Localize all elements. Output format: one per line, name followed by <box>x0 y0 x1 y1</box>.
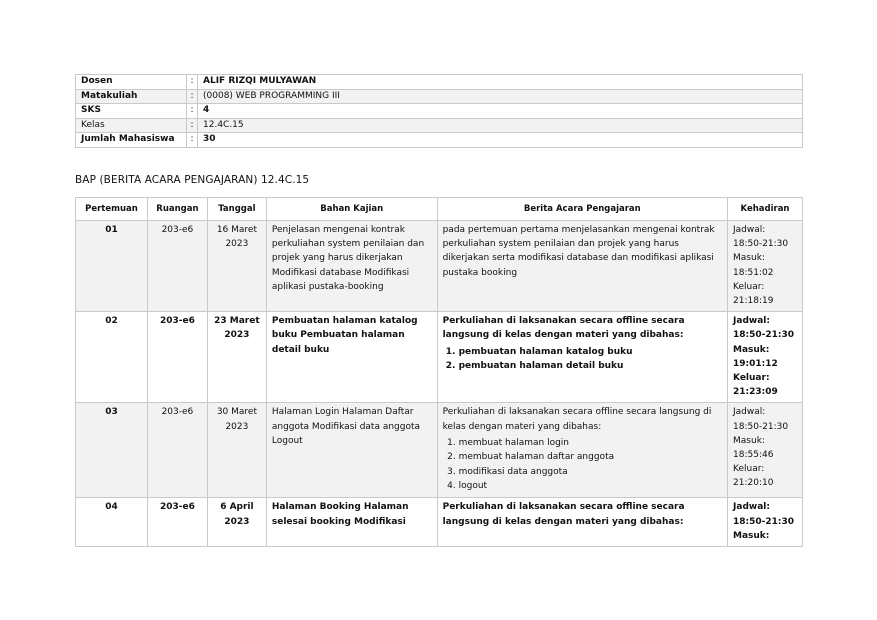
jadwal-label: Jadwal: <box>733 407 766 418</box>
info-label: Kelas <box>76 118 187 133</box>
ruangan-cell: 203-e6 <box>147 403 207 498</box>
pertemuan-cell: 01 <box>76 221 148 312</box>
table-row <box>76 221 803 312</box>
info-row-matakuliah <box>76 89 803 104</box>
jadwal-value: 18:50-21:30 <box>733 239 789 250</box>
pertemuan-cell: 03 <box>76 403 148 498</box>
col-bahan: Bahan Kajian <box>266 198 437 221</box>
info-colon: : <box>187 89 198 104</box>
info-value: 12.4C.15 <box>198 118 803 133</box>
berita-cell <box>437 498 727 547</box>
info-colon: : <box>187 104 198 119</box>
masuk-label: Masuk: <box>733 253 765 264</box>
materi-list <box>443 345 722 374</box>
info-colon: : <box>187 133 198 148</box>
table-row <box>76 403 803 498</box>
tanggal-cell: 16 Maret 2023 <box>207 221 266 312</box>
list-item: 3. modifikasi data anggota <box>459 465 722 480</box>
list-item: 1. pembuatan halaman katalog buku <box>459 345 722 360</box>
berita-cell <box>437 221 727 312</box>
info-row-kelas <box>76 118 803 133</box>
bahan-cell: Halaman Booking Halaman selesai booking Modifikasi <box>266 498 437 547</box>
masuk-label: Masuk: <box>733 530 770 541</box>
jadwal-label: Jadwal: <box>733 225 766 235</box>
masuk-label: Masuk: <box>733 435 765 446</box>
info-value: 4 <box>198 104 803 119</box>
list-item: 2. membuat halaman daftar anggota <box>459 450 722 465</box>
berita-text: Perkuliahan di laksanakan secara offline secara langsung di kelas dengan materi yang dibahas: <box>442 407 712 432</box>
berita-text: Perkuliahan di laksanakan secara offline secara langsung di kelas dengan materi yang dibahas: <box>442 502 685 527</box>
col-berita: Berita Acara Pengajaran <box>437 198 727 221</box>
pertemuan-cell: 04 <box>76 498 148 547</box>
kehadiran-cell <box>728 221 803 312</box>
masuk-value: 19:01:12 <box>733 358 778 369</box>
info-row-sks <box>76 104 803 119</box>
info-value: ALIF RIZQI MULYAWAN <box>198 75 803 90</box>
info-colon: : <box>187 75 198 90</box>
info-label: SKS <box>76 104 187 119</box>
keluar-label: Keluar: <box>733 373 770 384</box>
list-item: 2. pembuatan halaman detail buku <box>459 359 722 374</box>
info-row-jumlah <box>76 133 803 148</box>
bahan-cell: Penjelasan mengenai kontrak perkuliahan system penilaian dan projek yang harus dikerjakan Modifikasi database Modifikasi aplikasi pustaka-booking <box>266 221 437 312</box>
info-colon: : <box>187 118 198 133</box>
masuk-value: 18:51:02 <box>733 267 774 278</box>
pertemuan-cell: 02 <box>76 312 148 403</box>
kehadiran-cell <box>728 403 803 498</box>
col-kehadiran: Kehadiran <box>728 198 803 221</box>
col-pertemuan: Pertemuan <box>76 198 148 221</box>
kehadiran-cell <box>728 498 803 547</box>
info-label: Matakuliah <box>76 89 187 104</box>
info-row-dosen <box>76 75 803 90</box>
jadwal-value: 18:50-21:30 <box>733 330 795 341</box>
ruangan-cell: 203-e6 <box>147 221 207 312</box>
jadwal-value: 18:50-21:30 <box>733 516 795 527</box>
tanggal-cell: 6 April 2023 <box>207 498 266 547</box>
keluar-label: Keluar: <box>733 281 765 292</box>
list-item: 4. logout <box>459 479 722 494</box>
tanggal-cell: 23 Maret 2023 <box>207 312 266 403</box>
info-value: (0008) WEB PROGRAMMING III <box>198 89 803 104</box>
ruangan-cell: 203-e6 <box>147 498 207 547</box>
info-value: 30 <box>198 133 803 148</box>
col-ruangan: Ruangan <box>147 198 207 221</box>
bap-title: BAP (BERITA ACARA PENGAJARAN) 12.4C.15 <box>75 174 310 186</box>
berita-text: pada pertemuan pertama menjelasankan mengenai kontrak perkuliahan system penilaian dan projek yang harus dikerjakan serta modifikasi database dan modifikasi aplikasi pustaka booking <box>442 225 715 278</box>
table-row <box>76 312 803 403</box>
jadwal-label: Jadwal: <box>733 502 770 513</box>
keluar-value: 21:20:10 <box>733 478 774 489</box>
bahan-cell: Halaman Login Halaman Daftar anggota Modifikasi data anggota Logout <box>266 403 437 498</box>
materi-list <box>443 436 722 494</box>
bahan-cell: Pembuatan halaman katalog buku Pembuatan halaman detail buku <box>266 312 437 403</box>
bap-table <box>75 197 803 547</box>
keluar-value: 21:18:19 <box>733 296 774 307</box>
table-row <box>76 498 803 547</box>
jadwal-label: Jadwal: <box>733 316 770 327</box>
info-label: Jumlah Mahasiswa <box>76 133 187 148</box>
course-info-table <box>75 74 803 148</box>
list-item: 1. membuat halaman login <box>459 436 722 451</box>
jadwal-value: 18:50-21:30 <box>733 421 789 432</box>
masuk-value: 18:55:46 <box>733 450 774 461</box>
info-label: Dosen <box>76 75 187 90</box>
berita-cell <box>437 312 727 403</box>
kehadiran-cell <box>728 312 803 403</box>
keluar-label: Keluar: <box>733 464 765 475</box>
col-tanggal: Tanggal <box>207 198 266 221</box>
bap-header-row <box>76 198 803 221</box>
ruangan-cell: 203-e6 <box>147 312 207 403</box>
masuk-label: Masuk: <box>733 344 770 355</box>
berita-text: Perkuliahan di laksanakan secara offline secara langsung di kelas dengan materi yang dibahas: <box>442 316 685 341</box>
keluar-value: 21:23:09 <box>733 387 778 398</box>
berita-cell <box>437 403 727 498</box>
tanggal-cell: 30 Maret 2023 <box>207 403 266 498</box>
